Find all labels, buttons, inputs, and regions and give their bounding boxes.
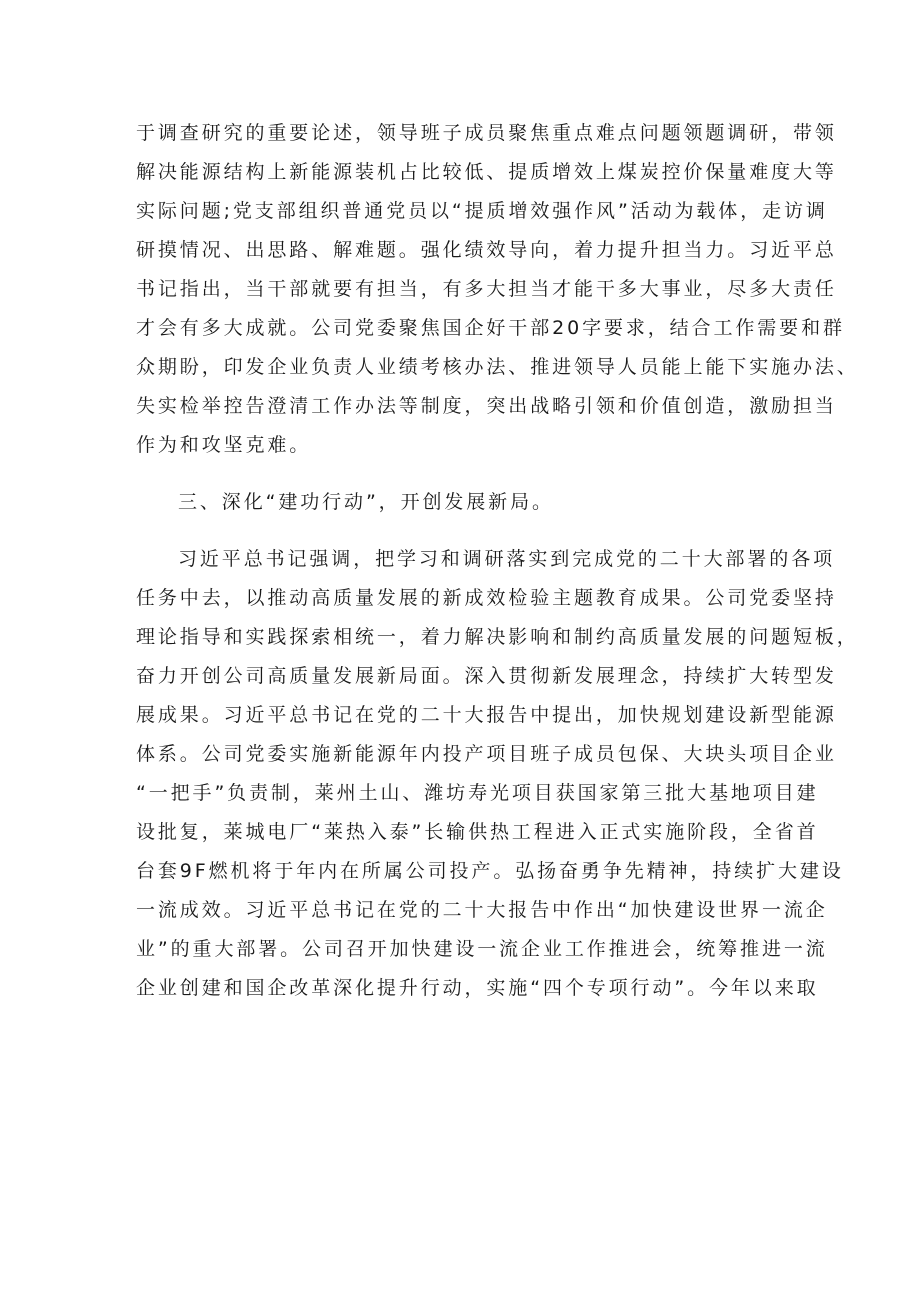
paragraph-line: 理论指导和实践探索相统一，着力解决影响和制约高质量发展的问题短板， [136, 626, 859, 648]
document-body [136, 114, 859, 1008]
paragraph-line: 业”的重大部署。公司召开加快建设一流企业工作推进会，统筹推进一流 [136, 938, 828, 960]
paragraph-first-line: 习近平总书记强调，把学习和调研落实到完成党的二十大部署的各项 [178, 548, 836, 570]
paragraph-line: 失实检举控告澄清工作办法等制度，突出战略引领和价值创造，激励担当 [136, 395, 837, 417]
paragraph-line: 一流成效。习近平总书记在党的二十大报告中作出“加快建设世界一流企 [136, 899, 828, 921]
paragraph-spacer [136, 465, 796, 483]
paragraph-spacer [136, 522, 796, 540]
paragraph-line: 奋力开创公司高质量发展新局面。深入贯彻新发展理念，持续扩大转型发 [136, 665, 837, 687]
paragraph-line: “一把手”负责制，莱州土山、潍坊寿光项目获国家第三批大基地项目建 [136, 782, 819, 804]
paragraph-line: 众期盼，印发企业负责人业绩考核办法、推进领导人员能上能下实施办法、 [136, 356, 859, 378]
paragraph-line: 才会有多大成就。公司党委聚焦国企好干部20字要求，结合工作需要和群 [136, 317, 845, 339]
section-heading: 三、深化“建功行动”，开创发展新局。 [178, 491, 554, 513]
paragraph-line: 作为和攻坚克难。 [136, 434, 312, 456]
paragraph-line: 研摸情况、出思路、解难题。强化绩效导向，着力提升担当力。习近平总 [136, 239, 837, 261]
paragraph-line: 解决能源结构上新能源装机占比较低、提质增效上煤炭控价保量难度大等 [136, 161, 837, 183]
paragraph-line: 书记指出，当干部就要有担当，有多大担当才能干多大事业，尽多大责任 [136, 278, 837, 300]
paragraph-line: 实际问题;党支部组织普通党员以“提质增效强作风”活动为载体，走访调 [136, 200, 828, 222]
paragraph-line: 于调查研究的重要论述，领导班子成员聚焦重点难点问题领题调研，带领 [136, 122, 837, 144]
paragraph-line: 体系。公司党委实施新能源年内投产项目班子成员包保、大块头项目企业 [136, 743, 837, 765]
paragraph-line: 台套9F燃机将于年内在所属公司投产。弘扬奋勇争先精神，持续扩大建设 [136, 860, 844, 882]
paragraph-line: 企业创建和国企改革深化提升行动，实施“四个专项行动”。今年以来取 [136, 977, 819, 999]
paragraph-line: 任务中去，以推动高质量发展的新成效检验主题教育成果。公司党委坚持 [136, 587, 837, 609]
paragraph-line: 展成果。习近平总书记在党的二十大报告中提出，加快规划建设新型能源 [136, 704, 837, 726]
paragraph-line: 设批复，莱城电厂“莱热入泰”长输供热工程进入正式实施阶段，全省首 [136, 821, 819, 843]
